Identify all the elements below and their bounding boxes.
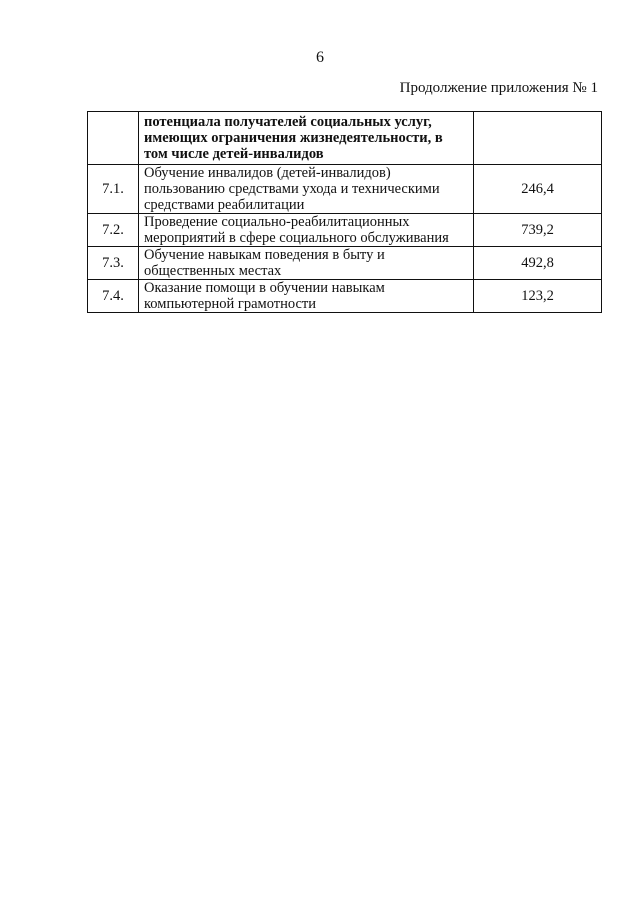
row-number: 7.2. bbox=[88, 214, 139, 247]
table-header-row bbox=[88, 112, 602, 165]
header-desc-cell: потенциала получателей социальных услуг, имеющих ограничения жизнедеятельности, в том числе детей-инвалидов bbox=[139, 112, 474, 165]
row-description: Проведение социально-реабилитационных мероприятий в сфере социального обслуживания bbox=[139, 214, 474, 247]
services-table bbox=[87, 111, 602, 313]
header-num-cell bbox=[88, 112, 139, 165]
row-number: 7.3. bbox=[88, 247, 139, 280]
row-number: 7.1. bbox=[88, 165, 139, 214]
row-value: 739,2 bbox=[474, 214, 602, 247]
row-description: Обучение инвалидов (детей-инвалидов) пользованию средствами ухода и техническими средствами реабилитации bbox=[139, 165, 474, 214]
table-row bbox=[88, 280, 602, 313]
header-value-cell bbox=[474, 112, 602, 165]
table-row bbox=[88, 165, 602, 214]
row-description: Обучение навыкам поведения в быту и общественных местах bbox=[139, 247, 474, 280]
row-number: 7.4. bbox=[88, 280, 139, 313]
row-description: Оказание помощи в обучении навыкам компьютерной грамотности bbox=[139, 280, 474, 313]
row-value: 123,2 bbox=[474, 280, 602, 313]
row-value: 246,4 bbox=[474, 165, 602, 214]
table-row bbox=[88, 214, 602, 247]
appendix-continuation-note: Продолжение приложения № 1 bbox=[399, 80, 598, 96]
table-row bbox=[88, 247, 602, 280]
row-value: 492,8 bbox=[474, 247, 602, 280]
page-number: 6 bbox=[316, 49, 324, 66]
